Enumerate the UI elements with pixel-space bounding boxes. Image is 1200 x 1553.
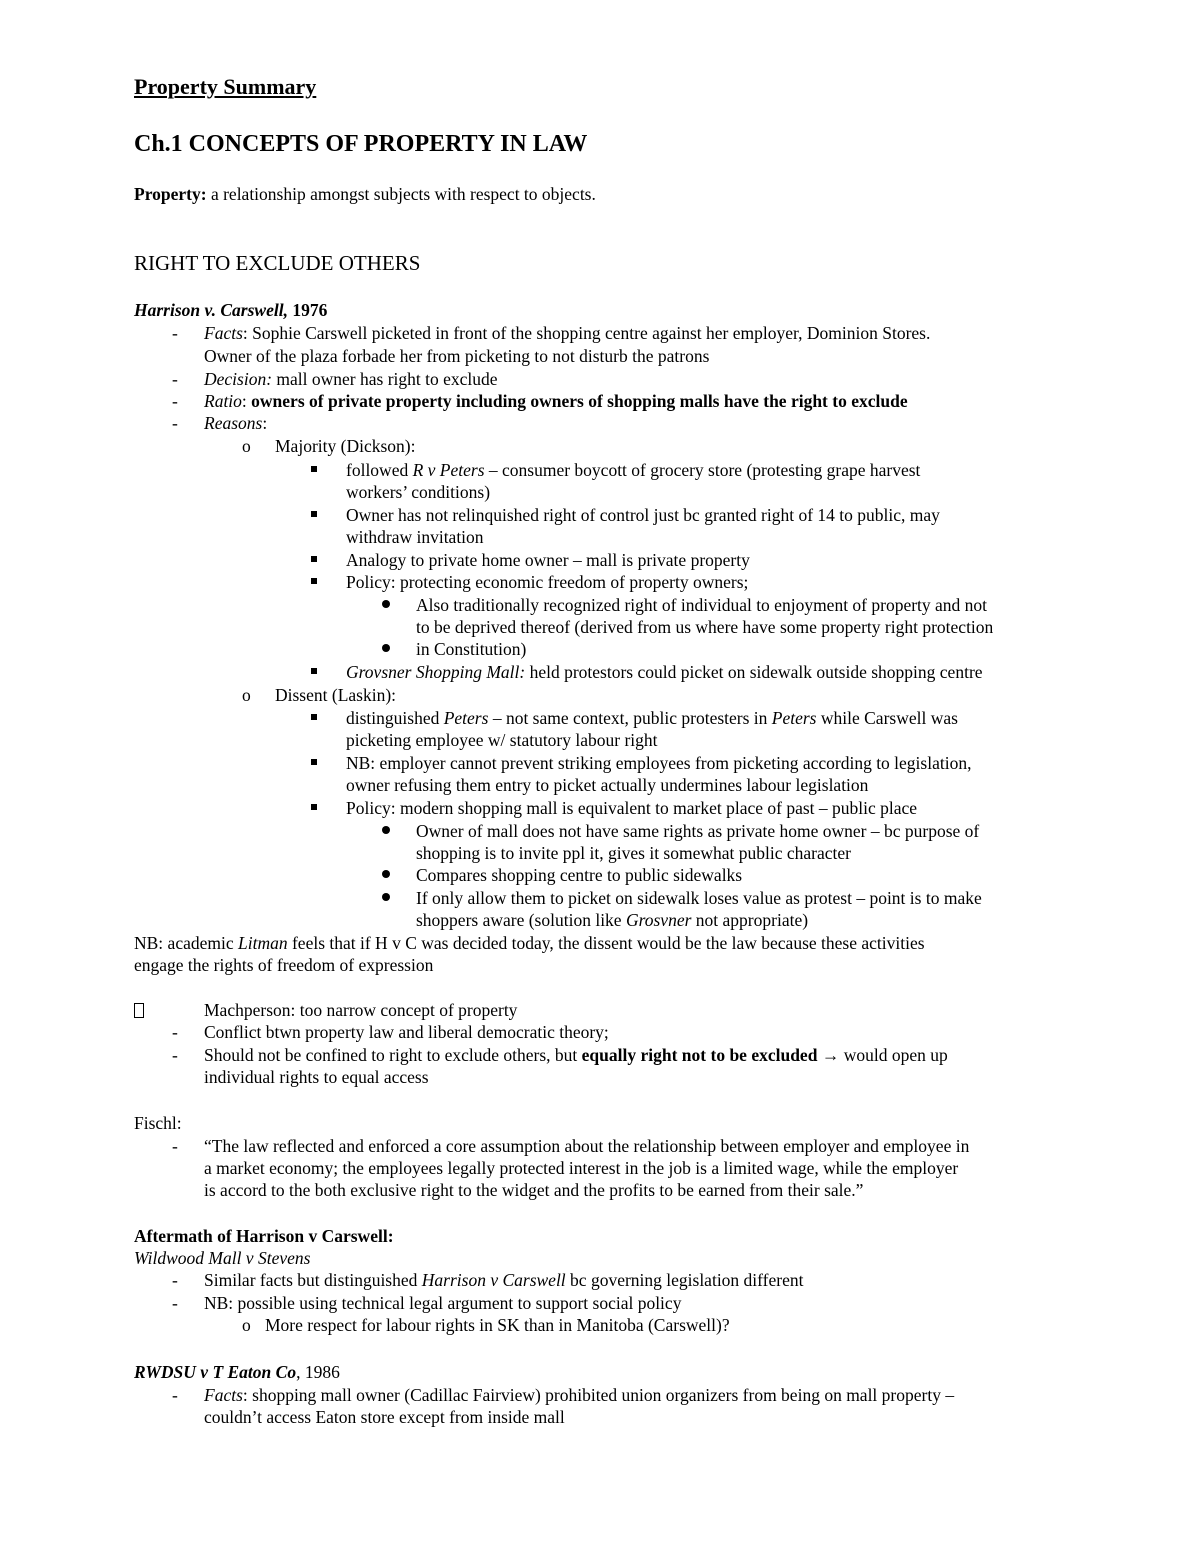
case-heading-harrison: [134, 299, 327, 321]
fischl-quote: “The law reflected and enforced a core assumption about the relationship between employer and employee in: [204, 1136, 970, 1156]
square-bullet: [311, 759, 317, 765]
facts-text: : Sophie Carswell picketed in front of the shopping centre against her employer, Dominion Stores.: [242, 323, 931, 343]
square-bullet: [311, 578, 317, 584]
case-ref: Grovsner Shopping Mall:: [346, 662, 526, 682]
round-bullet: [382, 870, 390, 878]
machperson-point-2-cont: individual rights to equal access: [204, 1067, 429, 1087]
page-title: Property Summary: [134, 74, 317, 99]
case-name: Harrison v. Carswell,: [134, 300, 288, 320]
majority-point-2-cont: withdraw invitation: [346, 527, 484, 547]
definition-text: a relationship amongst subjects with respect to objects.: [206, 184, 596, 204]
case-ref: Grosvner: [625, 910, 692, 930]
round-bullet: [382, 600, 390, 608]
text: not appropriate): [691, 910, 809, 930]
dash-bullet: -: [172, 323, 178, 343]
dissent-subpoint-3: If only allow them to picket on sidewalk loses value as protest – point is to make: [416, 888, 982, 908]
square-bullet: [311, 804, 317, 810]
decision-text: mall owner has right to exclude: [272, 369, 498, 389]
academic-note: [134, 932, 925, 954]
text: – not same context, public protesters in: [488, 708, 772, 728]
facts-text: : shopping mall owner (Cadillac Fairview) prohibited union organizers from being on mall property –: [242, 1385, 955, 1405]
circle-bullet: o: [242, 1315, 251, 1335]
machperson-heading: Machperson: too narrow concept of property: [204, 1000, 518, 1020]
author-name: Litman: [237, 933, 288, 953]
round-bullet: [382, 893, 390, 901]
aftermath-subpoint: More respect for labour rights in SK than in Manitoba (Carswell)?: [265, 1315, 730, 1335]
majority-point-3: Analogy to private home owner – mall is private property: [346, 550, 750, 570]
academic-note-cont: engage the rights of freedom of expression: [134, 955, 434, 975]
harrison-ratio: [204, 390, 908, 412]
case-year: 1976: [287, 300, 328, 320]
majority-point-2: Owner has not relinquished right of control just bc granted right of 14 to public, may: [346, 505, 940, 525]
majority-point-1-cont: workers’ conditions): [346, 482, 491, 502]
dash-bullet: -: [172, 1022, 178, 1042]
text: NB: academic: [134, 933, 238, 953]
ratio-label: Ratio: [204, 391, 242, 411]
case-name: RWDSU v T Eaton Co: [134, 1362, 297, 1382]
aftermath-point-1: [204, 1269, 803, 1291]
dissent-point-3: Policy: modern shopping mall is equivalent to market place of past – public place: [346, 798, 918, 818]
dash-bullet: -: [172, 1385, 178, 1405]
text: would open up: [843, 1045, 948, 1065]
section-heading: RIGHT TO EXCLUDE OTHERS: [134, 251, 421, 275]
majority-subpoint-1-cont: to be deprived thereof (derived from us where have some property right protection: [416, 617, 994, 637]
dissent-heading: Dissent (Laskin):: [275, 685, 397, 705]
case-ref: Harrison v Carswell: [421, 1270, 566, 1290]
definition-term: Property:: [134, 184, 207, 204]
facts-label: Facts: [204, 1385, 243, 1405]
dash-bullet: -: [172, 1293, 178, 1313]
dash-bullet: -: [172, 369, 178, 389]
case-ref: Peters: [771, 708, 817, 728]
fischl-quote-cont: a market economy; the employees legally protected interest in the job is a limited wage, while the employer: [204, 1158, 959, 1178]
dash-bullet: -: [172, 1136, 178, 1156]
reasons-label: Reasons: [204, 413, 263, 433]
aftermath-heading: Aftermath of Harrison v Carswell:: [134, 1226, 394, 1246]
square-bullet: [311, 714, 317, 720]
text: Should not be confined to right to exclude others, but: [204, 1045, 582, 1065]
text: bc governing legislation different: [565, 1270, 804, 1290]
fischl-heading: Fischl:: [134, 1113, 182, 1133]
square-bullet: [311, 556, 317, 562]
dissent-point-2: NB: employer cannot prevent striking employees from picketing according to legislation,: [346, 753, 972, 773]
circle-bullet: o: [242, 685, 251, 705]
emphasis: equally right not to be excluded: [581, 1045, 818, 1065]
text: – consumer boycott of grocery store (protesting grape harvest: [484, 460, 921, 480]
text: distinguished: [346, 708, 444, 728]
arrow-icon: →: [817, 1045, 844, 1065]
aftermath-point-2: NB: possible using technical legal argument to support social policy: [204, 1293, 682, 1313]
dissent-subpoint-1-cont: shopping is to invite ppl it, gives it somewhat public character: [416, 843, 851, 863]
rwdsu-facts: [204, 1384, 954, 1406]
rwdsu-facts-cont: couldn’t access Eaton store except from inside mall: [204, 1407, 565, 1427]
dash-bullet: -: [172, 1270, 178, 1290]
aftermath-case: Wildwood Mall v Stevens: [134, 1248, 311, 1268]
majority-point-5: [346, 661, 983, 683]
text: followed: [346, 460, 413, 480]
decision-label: Decision:: [204, 369, 273, 389]
square-bullet: [311, 466, 317, 472]
dash-bullet: -: [172, 1045, 178, 1065]
text: held protestors could picket on sidewalk outside shopping centre: [525, 662, 983, 682]
facts-label: Facts: [204, 323, 243, 343]
majority-point-1: [346, 459, 920, 481]
circle-bullet: o: [242, 436, 251, 456]
machperson-point-1: Conflict btwn property law and liberal democratic theory;: [204, 1022, 609, 1042]
square-bullet: [311, 668, 317, 674]
dissent-subpoint-1: Owner of mall does not have same rights as private home owner – bc purpose of: [416, 821, 980, 841]
majority-subpoint-2: in Constitution): [416, 639, 527, 659]
square-bullet: [311, 511, 317, 517]
dash-bullet: -: [172, 413, 178, 433]
dash-bullet: -: [172, 391, 178, 411]
harrison-decision: [204, 368, 498, 390]
ratio-colon: :: [241, 391, 252, 411]
text: while Carswell was: [816, 708, 958, 728]
dissent-point-1-cont: picketing employee w/ statutory labour right: [346, 730, 658, 750]
case-ref: Peters: [443, 708, 489, 728]
text: Similar facts but distinguished: [204, 1270, 422, 1290]
ratio-text: owners of private property including owners of shopping malls have the right to exclude: [251, 391, 908, 411]
missing-glyph-icon: [134, 1003, 144, 1018]
chapter-heading: Ch.1 CONCEPTS OF PROPERTY IN LAW: [134, 131, 588, 157]
dissent-subpoint-2: Compares shopping centre to public sidewalks: [416, 865, 743, 885]
dissent-point-1: [346, 707, 958, 729]
reasons-colon: :: [262, 413, 268, 433]
case-heading-rwdsu: [134, 1361, 340, 1383]
case-ref: R v Peters: [412, 460, 485, 480]
text: feels that if H v C was decided today, the dissent would be the law because these activities: [287, 933, 925, 953]
case-year: , 1986: [296, 1362, 340, 1382]
dissent-subpoint-3-cont: [416, 909, 808, 931]
property-definition: [134, 183, 596, 205]
harrison-facts-cont: Owner of the plaza forbade her from picketing to not disturb the patrons: [204, 346, 710, 366]
text: shoppers aware (solution like: [416, 910, 626, 930]
majority-subpoint-1: Also traditionally recognized right of individual to enjoyment of property and not: [416, 595, 988, 615]
round-bullet: [382, 644, 390, 652]
harrison-facts: [204, 322, 930, 344]
dissent-point-2-cont: owner refusing them entry to picket actually undermines labour legislation: [346, 775, 869, 795]
round-bullet: [382, 826, 390, 834]
harrison-reasons: [204, 412, 267, 434]
fischl-quote-cont: is accord to the both exclusive right to the widget and the profits to be earned from their sale.”: [204, 1180, 864, 1200]
machperson-point-2: [204, 1044, 948, 1066]
majority-point-4: Policy: protecting economic freedom of property owners;: [346, 572, 749, 592]
majority-heading: Majority (Dickson):: [275, 436, 416, 456]
